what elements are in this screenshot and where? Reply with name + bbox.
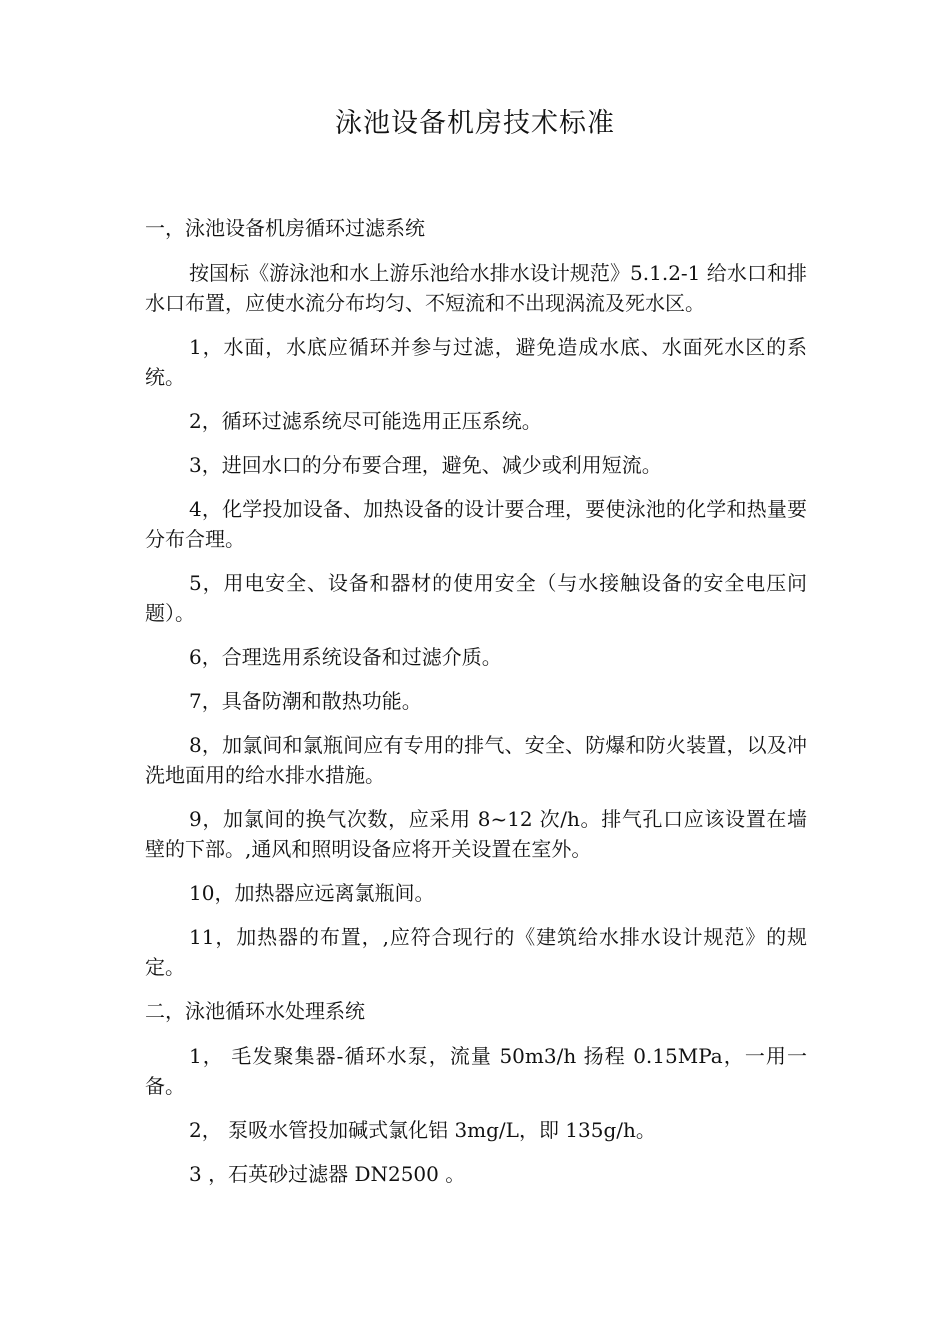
paragraph: 4，化学投加设备、加热设备的设计要合理，要使泳池的化学和热量要分布合理。 — [145, 497, 807, 551]
paragraph: 11，加热器的布置，,应符合现行的《建筑给水排水设计规范》的规定。 — [145, 925, 807, 979]
paragraph: 3 ，石英砂过滤器 DN2500 。 — [189, 1162, 466, 1186]
paragraph: 10，加热器应远离氯瓶间。 — [189, 881, 435, 905]
section-2 — [145, 996, 807, 1189]
paragraph: 按国标《游泳池和水上游乐池给水排水设计规范》5.1.2-1 给水口和排水口布置，应使水流分布均匀、不短流和不出现涡流及死水区。 — [145, 261, 807, 315]
section-1 — [145, 213, 807, 982]
section-heading: 一，泳池设备机房循环过滤系统 — [145, 216, 425, 240]
section-heading: 二，泳池循环水处理系统 — [145, 999, 365, 1023]
paragraph: 9，加氯间的换气次数，应采用 8~12 次/h。排气孔口应该设置在墙壁的下部。,通风和照明设备应将开关设置在室外。 — [145, 807, 807, 861]
paragraph: 3，进回水口的分布要合理，避免、减少或利用短流。 — [189, 453, 662, 477]
paragraph: 1，水面，水底应循环并参与过滤，避免造成水底、水面死水区的系统。 — [145, 335, 807, 389]
document-body — [145, 213, 807, 1203]
paragraph: 5，用电安全、设备和器材的使用安全（与水接触设备的安全电压问题）。 — [145, 571, 807, 625]
paragraph: 1， 毛发聚集器-循环水泵，流量 50m3/h 扬程 0.15MPa，一用一备。 — [145, 1044, 807, 1098]
paragraph: 2，循环过滤系统尽可能选用正压系统。 — [189, 409, 542, 433]
paragraph: 7，具备防潮和散热功能。 — [189, 689, 422, 713]
document-title: 泳池设备机房技术标准 — [335, 108, 615, 139]
paragraph: 6，合理选用系统设备和过滤介质。 — [189, 645, 502, 669]
paragraph: 8，加氯间和氯瓶间应有专用的排气、安全、防爆和防火装置，以及冲洗地面用的给水排水措施。 — [145, 733, 807, 787]
paragraph: 2， 泵吸水管投加碱式氯化铝 3mg/L，即 135g/h。 — [189, 1118, 656, 1142]
